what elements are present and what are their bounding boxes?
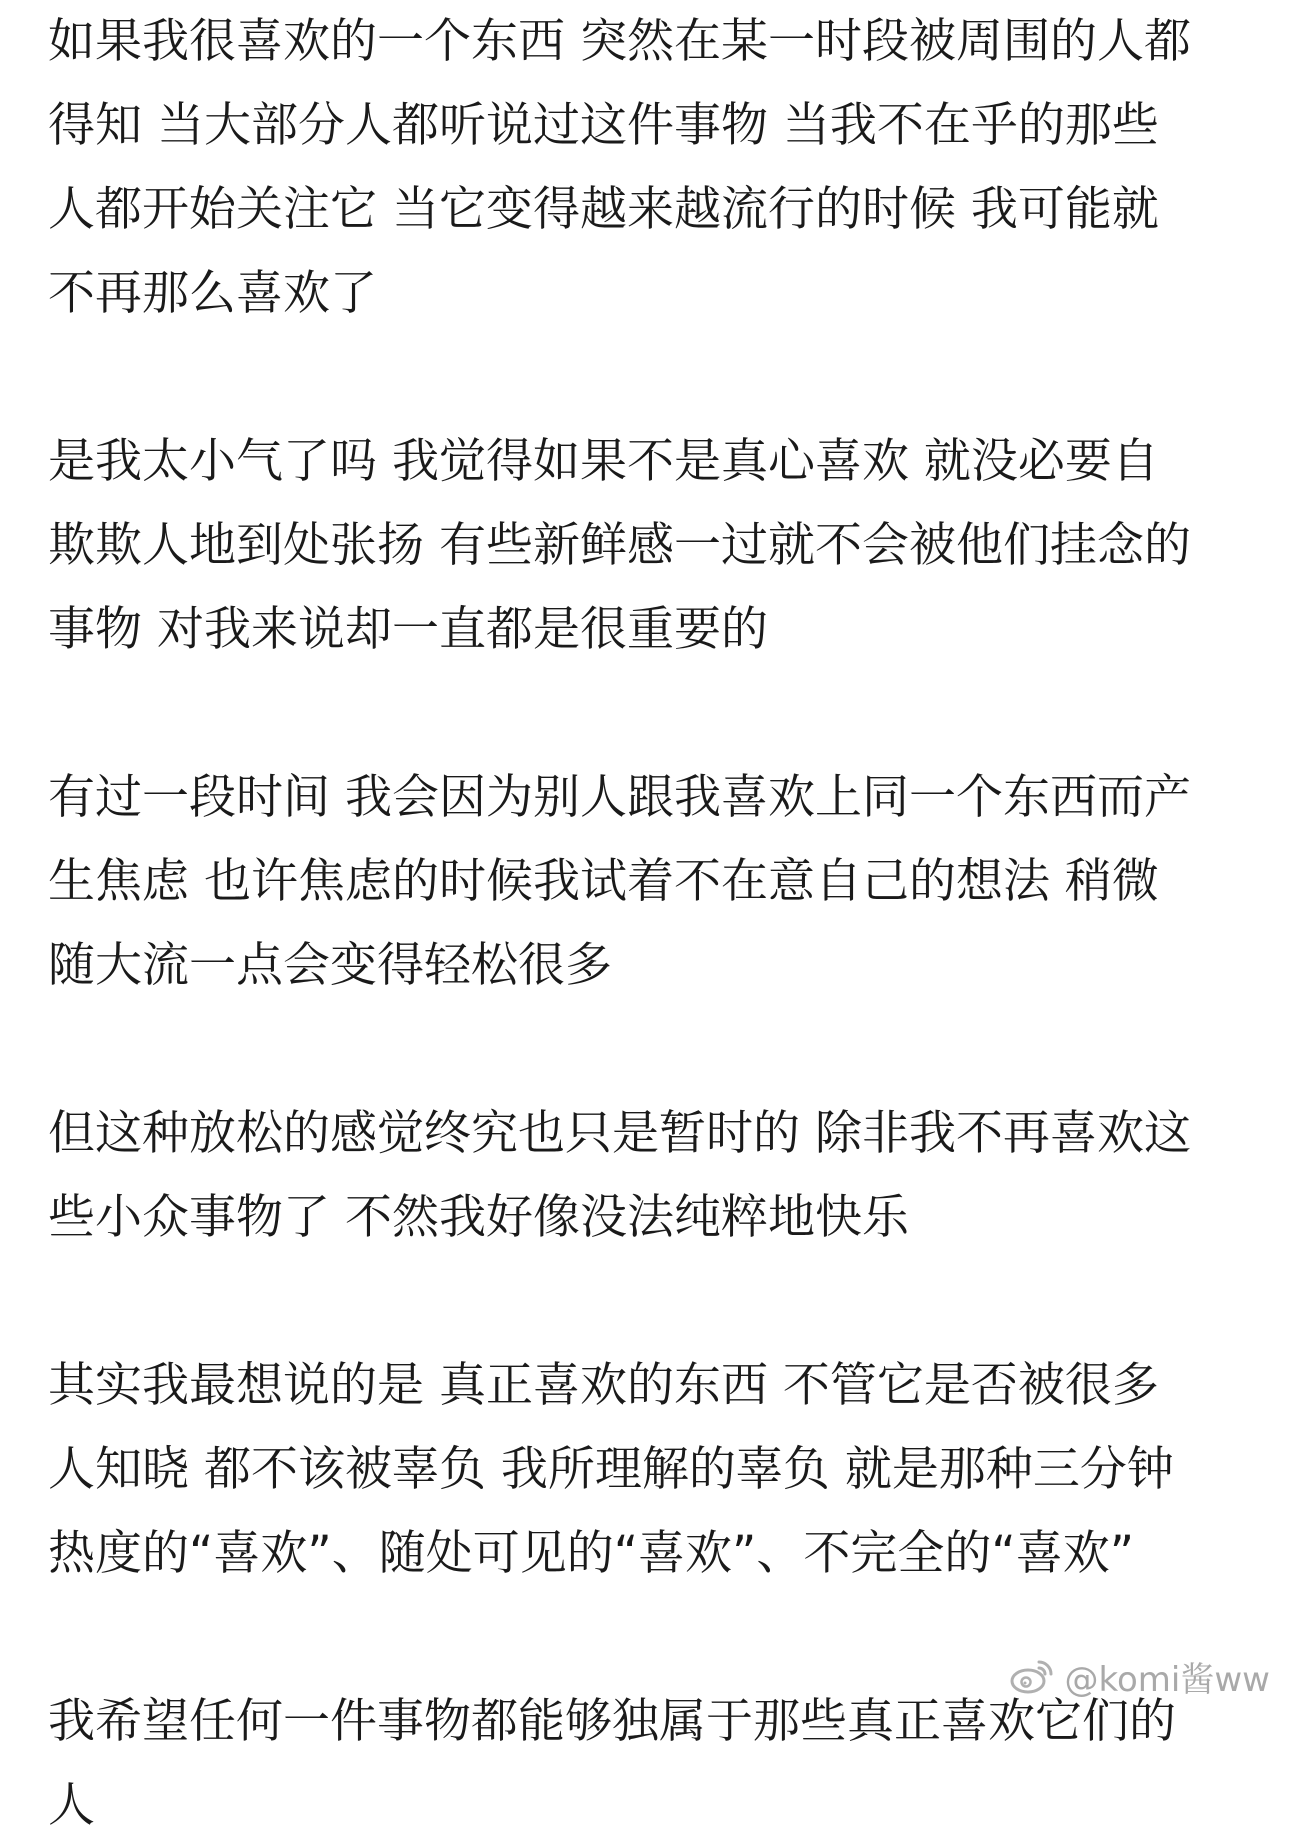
paragraph-line: 如果我很喜欢的一个东西 突然在某一时段被周围的人都 — [48, 14, 1191, 69]
post-body — [48, 0, 1248, 1848]
paragraph-4 — [48, 1092, 1248, 1260]
paragraph-line: 事物 对我来说却一直都是很重要的 — [48, 602, 768, 657]
paragraph-line: 生焦虑 也许焦虑的时候我试着不在意自己的想法 稍微 — [48, 854, 1159, 909]
paragraph-6 — [48, 1680, 1248, 1848]
paragraph-line: 人知晓 都不该被辜负 我所理解的辜负 就是那种三分钟 — [48, 1442, 1174, 1497]
paragraph-line: 人都开始关注它 当它变得越来越流行的时候 我可能就 — [48, 182, 1159, 237]
watermark-username: @komi酱ww — [1064, 1659, 1270, 1700]
paragraph-line: 人 — [48, 1778, 95, 1833]
paragraph-spacer — [48, 672, 1248, 756]
paragraph-5 — [48, 1344, 1248, 1596]
paragraph-line: 不再那么喜欢了 — [48, 266, 377, 321]
paragraph-spacer — [48, 1260, 1248, 1344]
paragraph-spacer — [48, 336, 1248, 420]
paragraph-line: 是我太小气了吗 我觉得如果不是真心喜欢 就没必要自 — [48, 434, 1159, 489]
paragraph-spacer — [48, 1008, 1248, 1092]
paragraph-1 — [48, 0, 1248, 336]
weibo-logo-icon — [1009, 1656, 1055, 1696]
paragraph-line: 欺欺人地到处张扬 有些新鲜感一过就不会被他们挂念的 — [48, 518, 1191, 573]
paragraph-line: 有过一段时间 我会因为别人跟我喜欢上同一个东西而产 — [48, 770, 1191, 825]
paragraph-2 — [48, 420, 1248, 672]
paragraph-line: 热度的“喜欢”、随处可见的“喜欢”、不完全的“喜欢” — [48, 1526, 1135, 1581]
watermark — [1009, 1648, 1270, 1704]
paragraph-line: 我希望任何一件事物都能够独属于那些真正喜欢它们的 — [48, 1694, 1176, 1749]
paragraph-line: 但这种放松的感觉终究也只是暂时的 除非我不再喜欢这 — [48, 1106, 1191, 1161]
paragraph-3 — [48, 756, 1248, 1008]
paragraph-line: 其实我最想说的是 真正喜欢的东西 不管它是否被很多 — [48, 1358, 1159, 1413]
paragraph-line: 些小众事物了 不然我好像没法纯粹地快乐 — [48, 1190, 909, 1245]
paragraph-line: 得知 当大部分人都听说过这件事物 当我不在乎的那些 — [48, 98, 1159, 153]
paragraph-line: 随大流一点会变得轻松很多 — [48, 938, 612, 993]
